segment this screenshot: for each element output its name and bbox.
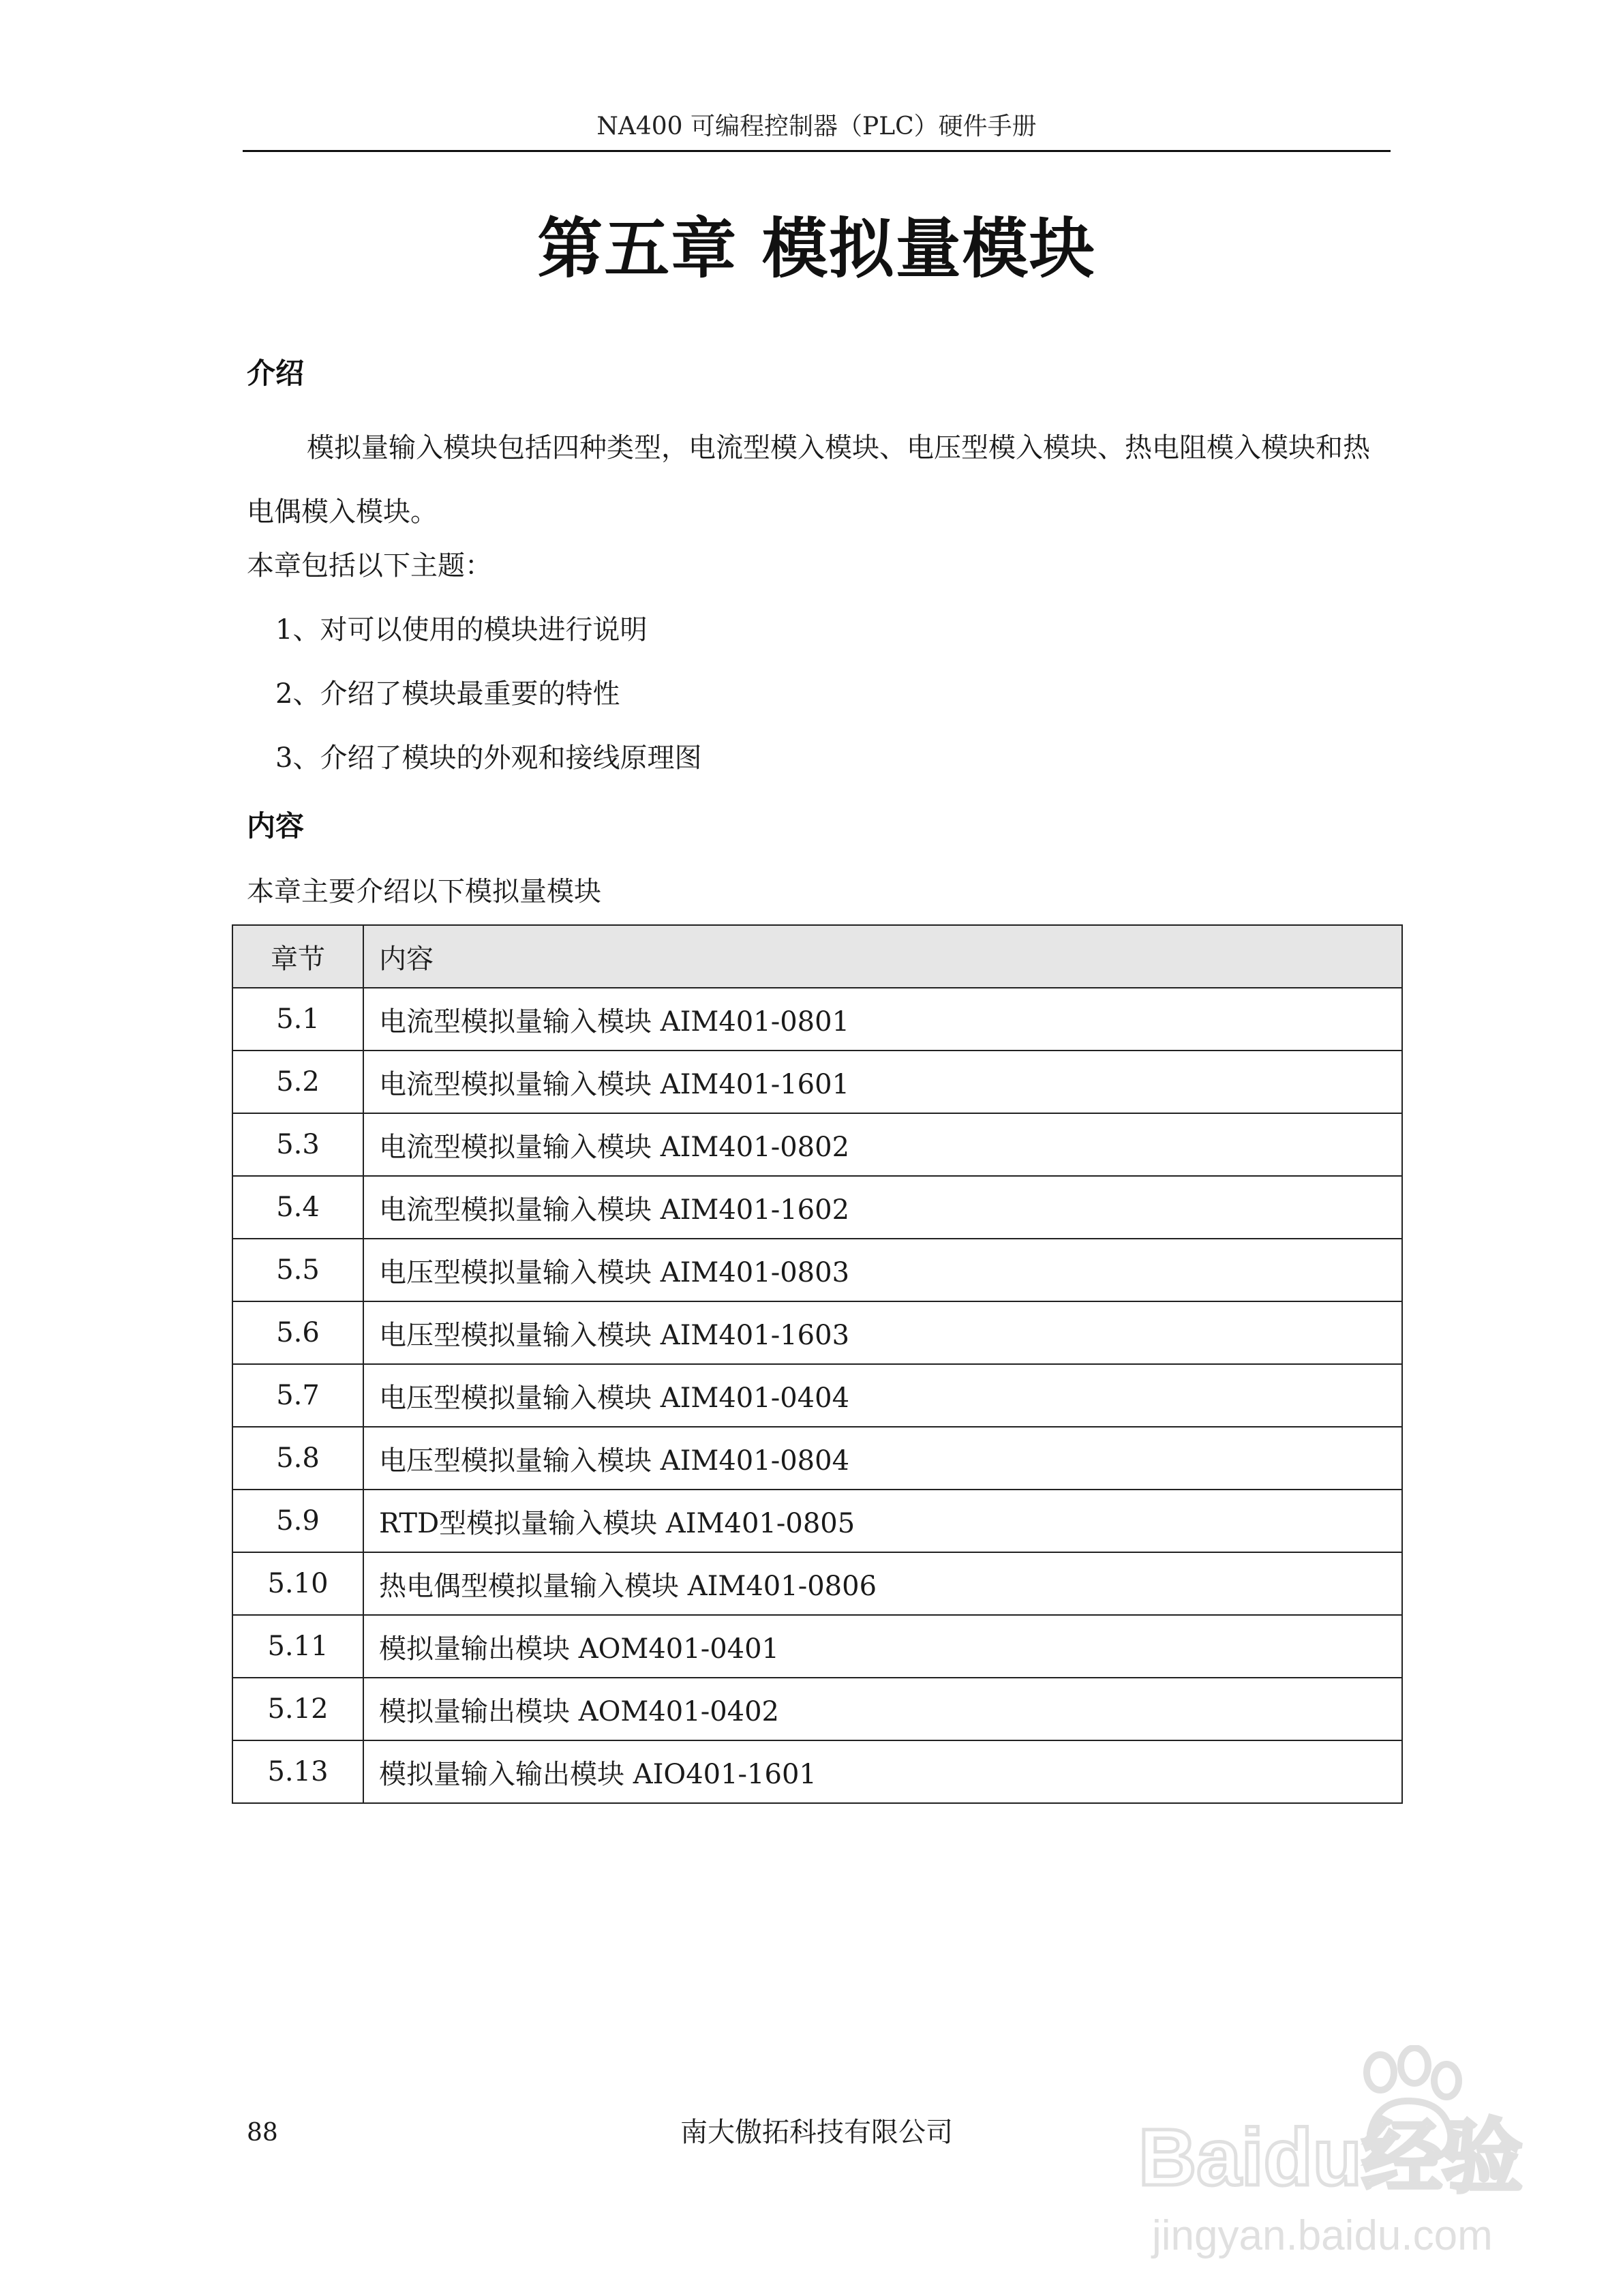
intro-paragraph: 模拟量输入模块包括四种类型，电流型模入模块、电压型模入模块、热电阻模入模块和热电偶模入模块。 [247,432,1370,528]
row-section: 5.11 [232,1615,363,1678]
table-row [232,1113,1402,1176]
table-row [232,1740,1402,1803]
row-content: 电流型模拟量输入模块 AIM401-1601 [363,1051,1402,1113]
row-content: 电压型模拟量输入模块 AIM401-1603 [363,1301,1402,1364]
header-rule [243,150,1391,152]
row-section: 5.9 [232,1490,363,1552]
row-content: 电流型模拟量输入模块 AIM401-1602 [363,1176,1402,1239]
baidu-watermark [1132,2045,1568,2263]
row-content: 电压型模拟量输入模块 AIM401-0803 [363,1239,1402,1301]
row-content: 电压型模拟量输入模块 AIM401-0804 [363,1427,1402,1490]
header-content: 内容 [363,925,1402,988]
table-row [232,1301,1402,1364]
row-content: RTD型模拟量输入模块 AIM401-0805 [363,1490,1402,1552]
footer-company: 南大傲拓科技有限公司 [680,2117,953,2148]
contents-heading: 内容 [247,809,305,843]
row-section: 5.10 [232,1552,363,1615]
contents-table [232,924,1403,1804]
row-section: 5.12 [232,1678,363,1740]
table-row [232,988,1402,1051]
row-section: 5.5 [232,1239,363,1301]
table-row [232,1490,1402,1552]
row-section: 5.6 [232,1301,363,1364]
table-row [232,1176,1402,1239]
table-row [232,1552,1402,1615]
row-section: 5.13 [232,1740,363,1803]
row-section: 5.1 [232,988,363,1051]
row-content: 电压型模拟量输入模块 AIM401-0404 [363,1364,1402,1427]
table-row [232,1239,1402,1301]
row-content: 电流型模拟量输入模块 AIM401-0801 [363,988,1402,1051]
header-section: 章节 [232,925,363,988]
running-header: NA400 可编程控制器（PLC）硬件手册 [596,112,1037,140]
row-content: 热电偶型模拟量输入模块 AIM401-0806 [363,1552,1402,1615]
row-section: 5.3 [232,1113,363,1176]
row-content: 模拟量输出模块 AOM401-0401 [363,1615,1402,1678]
chapter-title: 第五章 模拟量模块 [537,210,1096,287]
watermark-brand: Baidu经验 [1138,2113,1523,2203]
table-row [232,1615,1402,1678]
topics-lead: 本章包括以下主题： [247,550,492,581]
row-content: 电流型模拟量输入模块 AIM401-0802 [363,1113,1402,1176]
topic-item: 3、介绍了模块的外观和接线原理图 [275,742,702,774]
table-row [232,1678,1402,1740]
table-row [232,1051,1402,1113]
table-row [232,1364,1402,1427]
page-number: 88 [247,2119,278,2147]
table-header-row [232,925,1402,988]
intro-heading: 介绍 [247,357,305,390]
topic-item: 1、对可以使用的模块进行说明 [275,614,648,646]
table-lead: 本章主要介绍以下模拟量模块 [247,876,601,907]
row-content: 模拟量输入输出模块 AIO401-1601 [363,1740,1402,1803]
row-section: 5.8 [232,1427,363,1490]
row-section: 5.2 [232,1051,363,1113]
table-row [232,1427,1402,1490]
watermark-url: jingyan.baidu.com [1152,2212,1493,2259]
topic-item: 2、介绍了模块最重要的特性 [275,678,620,710]
row-section: 5.7 [232,1364,363,1427]
row-content: 模拟量输出模块 AOM401-0402 [363,1678,1402,1740]
row-section: 5.4 [232,1176,363,1239]
